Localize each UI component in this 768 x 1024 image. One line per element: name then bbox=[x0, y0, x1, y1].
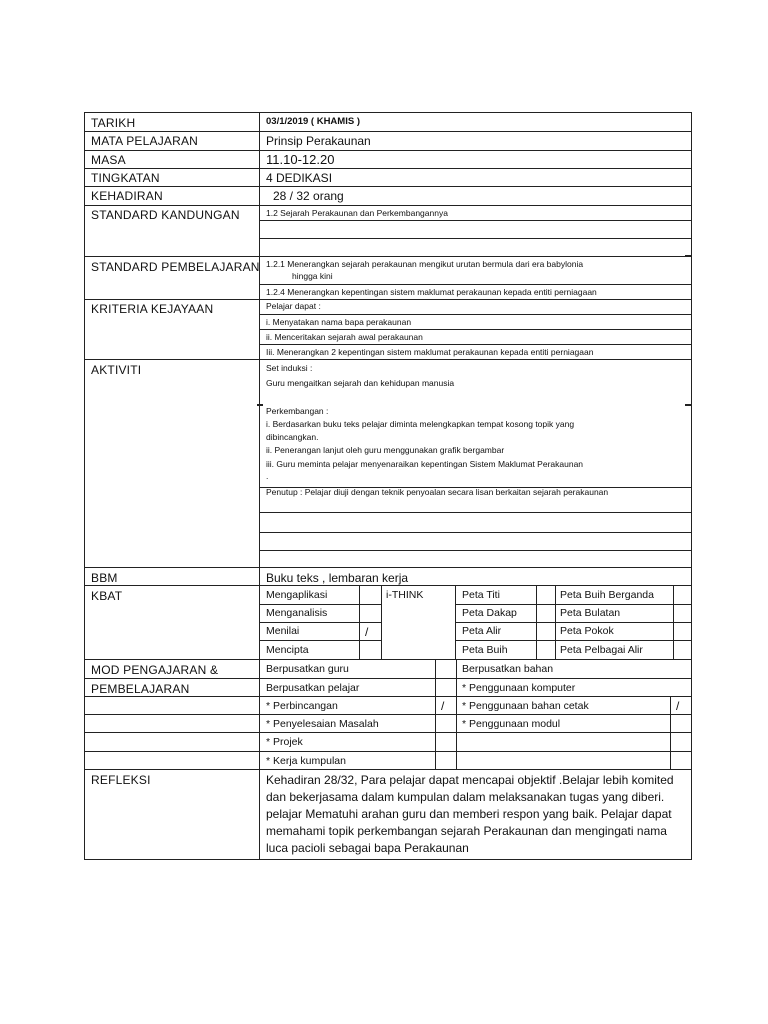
peta-right: Peta Pokok bbox=[560, 625, 614, 637]
peta-left: Peta Buih bbox=[462, 644, 508, 656]
value-mata-pelajaran: Prinsip Perakaunan bbox=[266, 134, 371, 148]
mod-right-item: * Penggunaan modul bbox=[462, 718, 561, 730]
mod-left-item: * Kerja kumpulan bbox=[266, 755, 346, 767]
table-border-left bbox=[84, 112, 85, 860]
value-tingkatan: 4 DEDIKASI bbox=[266, 171, 333, 185]
value-kehadiran: 28 / 32 orang bbox=[273, 189, 344, 203]
peta-right: Peta Buih Berganda bbox=[560, 589, 654, 601]
mod-left-check: / bbox=[441, 699, 445, 713]
edge-mark bbox=[257, 404, 263, 406]
kbat-check: / bbox=[365, 625, 369, 639]
kbat-item: Menganalisis bbox=[266, 607, 328, 619]
label-bbm: BBM bbox=[91, 571, 118, 585]
aktiviti-penutup: Penutup : Pelajar diuji dengan teknik penyoalan secara lisan berkaitan sejarah perakaunan bbox=[266, 487, 609, 497]
peta-left: Peta Dakap bbox=[462, 607, 517, 619]
label-kriteria-kejayaan: KRITERIA KEJAYAAN bbox=[91, 302, 214, 316]
aktiviti-dot: . bbox=[266, 471, 269, 481]
value-refleksi: Kehadiran 28/32, Para pelajar dapat mencapai objektif .Belajar lebih komited dan bekerjasama dalam kumpulan dalam melaksanakan tugas yang diberi. pelajar Mematuhi arahan guru dan memberi respon yang baik. Pelajar dapat memahami topik perkembangan sejarah Perakaunan dan mengingati nama luca pacioli sebagai bapa Perakaunan bbox=[266, 773, 674, 855]
aktiviti-set-induksi-desc: Guru mengaitkan sejarah dan kehidupan manusia bbox=[266, 378, 455, 388]
label-mata-pelajaran: MATA PELAJARAN bbox=[91, 134, 199, 148]
label-standard-kandungan: STANDARD KANDUNGAN bbox=[91, 208, 240, 222]
aktiviti-p1-line1: i. Berdasarkan buku teks pelajar diminta melengkapkan tempat kosong topik yang bbox=[266, 419, 575, 429]
aktiviti-perkembangan: Perkembangan : bbox=[266, 406, 329, 416]
value-bbm: Buku teks , lembaran kerja bbox=[266, 571, 409, 585]
edge-mark bbox=[685, 404, 691, 406]
edge-mark bbox=[685, 255, 691, 257]
label-refleksi: REFLEKSI bbox=[91, 773, 151, 787]
kbat-item: Mengaplikasi bbox=[266, 589, 328, 601]
value-kk-intro: Pelajar dapat : bbox=[266, 301, 321, 311]
label-standard-pembelajaran: STANDARD PEMBELAJARAN bbox=[91, 260, 260, 274]
table-border-right bbox=[691, 112, 692, 860]
peta-right: Peta Bulatan bbox=[560, 607, 621, 619]
mod-left-item: Berpusatkan pelajar bbox=[266, 682, 360, 694]
value-kk-1: i. Menyatakan nama bapa perakaunan bbox=[266, 317, 412, 327]
mod-left-item: Berpusatkan guru bbox=[266, 663, 349, 675]
peta-left: Peta Alir bbox=[462, 625, 502, 637]
value-standard-kandungan: 1.2 Sejarah Perakaunan dan Perkembangannya bbox=[266, 208, 448, 218]
mod-left-item: * Penyelesaian Masalah bbox=[266, 718, 379, 730]
value-kk-2: ii. Menceritakan sejarah awal perakaunan bbox=[266, 332, 423, 342]
value-kk-3: Iii. Menerangkan 2 kepentingan sistem maklumat perakaunan kepada entiti perniagaan bbox=[266, 347, 594, 357]
value-sp-2: 1.2.4 Menerangkan kepentingan sistem maklumat perakaunan kepada entiti perniagaan bbox=[266, 287, 597, 297]
mod-left-item: * Projek bbox=[266, 736, 303, 748]
value-sp-1-line1: 1.2.1 Menerangkan sejarah perakaunan mengikut urutan bermula dari era babylonia bbox=[266, 259, 584, 269]
label-kehadiran: KEHADIRAN bbox=[91, 189, 163, 203]
kbat-item: Menilai bbox=[266, 625, 300, 637]
mod-right-item: Berpusatkan bahan bbox=[462, 663, 554, 675]
column-divider bbox=[259, 112, 260, 860]
aktiviti-p2: ii. Penerangan lanjut oleh guru menggunakan grafik bergambar bbox=[266, 445, 505, 455]
mod-right-check: / bbox=[676, 699, 680, 713]
peta-right: Peta Pelbagai Alir bbox=[560, 644, 643, 656]
kbat-item: Mencipta bbox=[266, 644, 309, 656]
value-masa: 11.10-12.20 bbox=[266, 152, 335, 167]
label-tingkatan: TINGKATAN bbox=[91, 171, 160, 185]
value-tarikh: 03/1/2019 ( KHAMIS ) bbox=[266, 116, 360, 127]
label-tarikh: TARIKH bbox=[91, 116, 136, 130]
label-aktiviti: AKTIVITI bbox=[91, 363, 142, 377]
mod-right-item: * Penggunaan komputer bbox=[462, 682, 576, 694]
label-masa: MASA bbox=[91, 153, 126, 167]
label-mod-pengajaran: MOD PENGAJARAN & bbox=[91, 663, 219, 677]
label-kbat: KBAT bbox=[91, 589, 123, 603]
label-pembelajaran: PEMBELAJARAN bbox=[91, 682, 190, 696]
kbat-ithink-label: i-THINK bbox=[386, 589, 424, 601]
aktiviti-set-induksi: Set induksi : bbox=[266, 363, 313, 373]
aktiviti-p3: iii. Guru meminta pelajar menyenaraikan kepentingan Sistem Maklumat Perakaunan bbox=[266, 459, 584, 469]
peta-left: Peta Titi bbox=[462, 589, 500, 601]
aktiviti-p1-line2: dibincangkan. bbox=[266, 432, 319, 442]
mod-right-item: * Penggunaan bahan cetak bbox=[462, 700, 589, 712]
value-sp-1-line2: hingga kini bbox=[292, 271, 333, 281]
mod-left-item: * Perbincangan bbox=[266, 700, 338, 712]
